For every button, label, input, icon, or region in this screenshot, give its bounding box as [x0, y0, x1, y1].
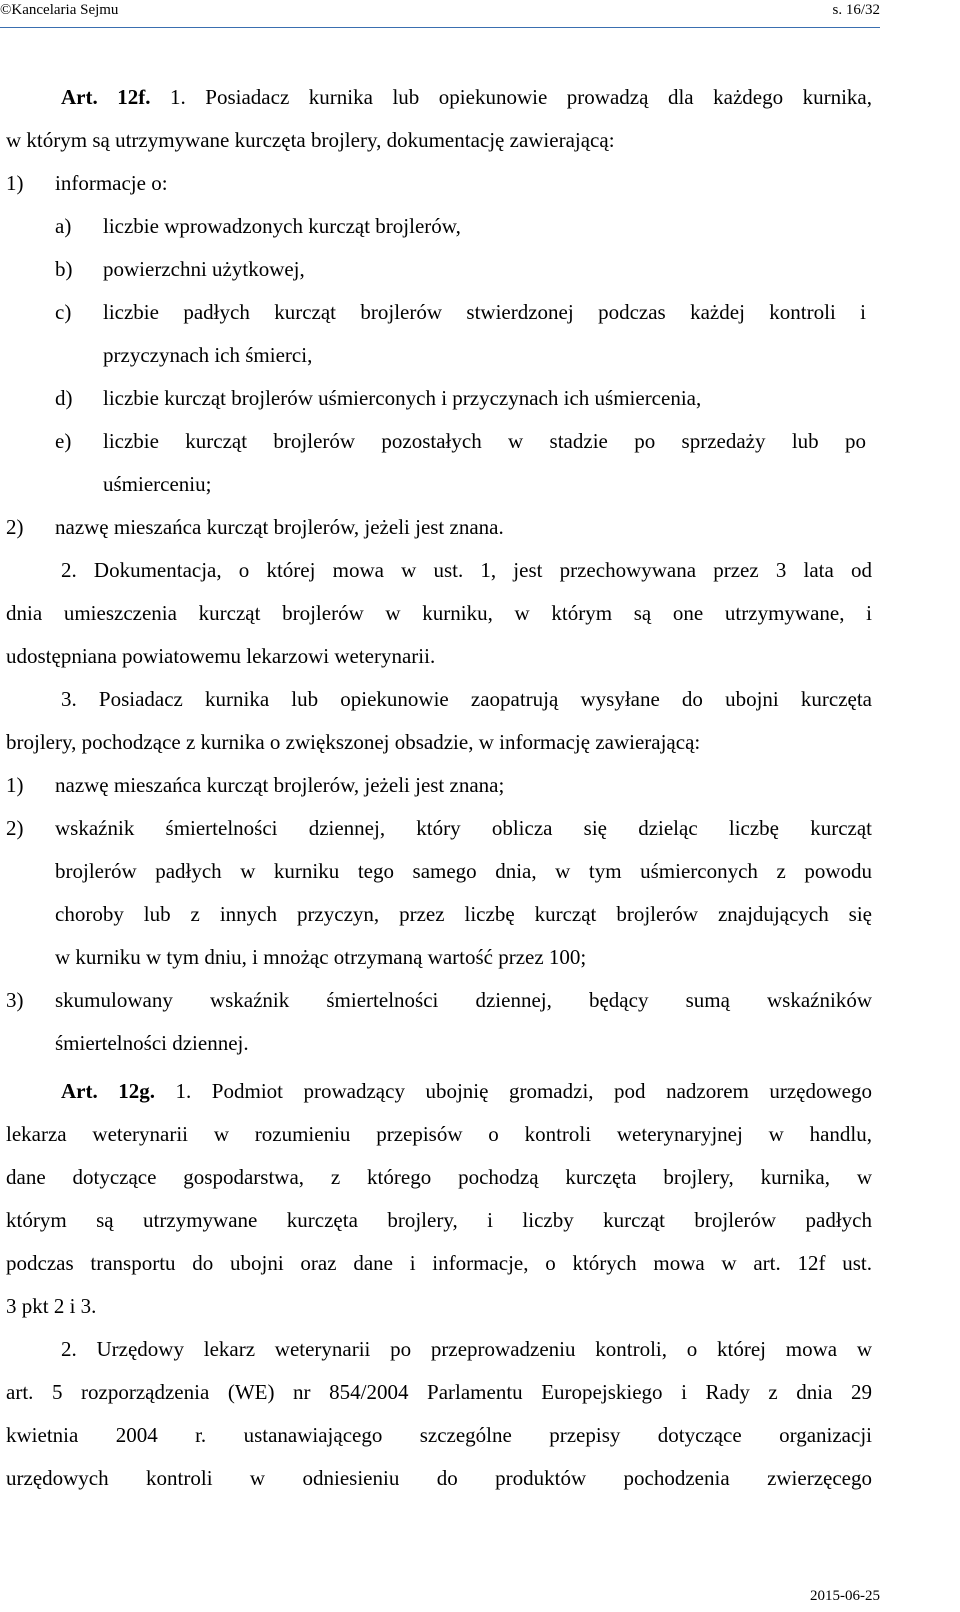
- list-item-text: liczbie wprowadzonych kurcząt brojlerów,: [103, 214, 461, 238]
- paragraph-line: urzędowych kontroli w odniesieniu do produktów pochodzenia zwierzęcego: [6, 1466, 872, 1490]
- list-item-text: liczbie kurcząt brojlerów uśmierconych i przyczynach ich uśmiercenia,: [103, 386, 702, 410]
- paragraph-line: dnia umieszczenia kurcząt brojlerów w kurniku, w którym są one utrzymywane, i: [6, 601, 872, 625]
- list-item-text: informacje o:: [55, 171, 168, 195]
- paragraph-line: 3. Posiadacz kurnika lub opiekunowie zaopatrują wysyłane do ubojni kurczęta: [61, 687, 872, 711]
- list-marker: 3): [6, 988, 24, 1012]
- list-item-text: liczbie padłych kurcząt brojlerów stwierdzonej podczas każdej kontroli i: [103, 300, 866, 324]
- paragraph-line: [61, 1076, 872, 1106]
- paragraph-text: 1. Posiadacz kurnika lub opiekunowie prowadzą dla każdego kurnika,: [170, 85, 872, 109]
- header-rule: [0, 27, 880, 28]
- paragraph-line: w którym są utrzymywane kurczęta brojlery, dokumentację zawierającą:: [6, 128, 615, 152]
- list-item-text: brojlerów padłych w kurniku tego samego dnia, w tym uśmierconych z powodu: [55, 859, 872, 883]
- list-marker: c): [55, 300, 72, 324]
- list-marker: 2): [6, 816, 24, 840]
- page-footer: [810, 1588, 880, 1605]
- list-item-text: uśmierceniu;: [103, 472, 212, 496]
- list-marker: a): [55, 214, 72, 238]
- list-item-text: nazwę mieszańca kurcząt brojlerów, jeżeli jest znana.: [55, 515, 504, 539]
- article-number: Art. 12f.: [61, 85, 151, 109]
- list-item-text: w kurniku w tym dniu, i mnożąc otrzymaną wartość przez 100;: [55, 945, 587, 969]
- list-marker: 1): [6, 773, 24, 797]
- publisher-label: ©Kancelaria Sejmu: [0, 2, 119, 18]
- paragraph-text: 1. Podmiot prowadzący ubojnię gromadzi, pod nadzorem urzędowego: [175, 1079, 872, 1103]
- paragraph-line: brojlery, pochodzące z kurnika o zwiększonej obsadzie, w informację zawierającą:: [6, 730, 701, 754]
- paragraph-line: dane dotyczące gospodarstwa, z którego pochodzą kurczęta brojlery, kurnika, w: [6, 1165, 872, 1189]
- article-number: Art. 12g.: [61, 1079, 155, 1103]
- document-date: 2015-06-25: [810, 1588, 880, 1604]
- paragraph-line: podczas transportu do ubojni oraz dane i informacje, o których mowa w art. 12f ust.: [6, 1251, 872, 1275]
- list-marker: b): [55, 257, 73, 281]
- list-item-text: choroby lub z innych przyczyn, przez liczbę kurcząt brojlerów znajdujących się: [55, 902, 872, 926]
- paragraph-line: którym są utrzymywane kurczęta brojlery, i liczby kurcząt brojlerów padłych: [6, 1208, 872, 1232]
- page-header: [0, 0, 880, 30]
- paragraph-line: 2. Dokumentacja, o której mowa w ust. 1, jest przechowywana przez 3 lata od: [61, 558, 872, 582]
- list-marker: 1): [6, 171, 24, 195]
- list-item-text: wskaźnik śmiertelności dziennej, który oblicza się dzieląc liczbę kurcząt: [55, 816, 872, 840]
- list-item-text: przyczynach ich śmierci,: [103, 343, 313, 367]
- paragraph-line: 3 pkt 2 i 3.: [6, 1294, 97, 1318]
- list-item-text: nazwę mieszańca kurcząt brojlerów, jeżeli jest znana;: [55, 773, 505, 797]
- list-marker: e): [55, 429, 72, 453]
- paragraph-line: udostępniana powiatowemu lekarzowi weterynarii.: [6, 644, 436, 668]
- list-marker: d): [55, 386, 73, 410]
- list-item-text: śmiertelności dziennej.: [55, 1031, 249, 1055]
- paragraph-line: art. 5 rozporządzenia (WE) nr 854/2004 Parlamentu Europejskiego i Rady z dnia 29: [6, 1380, 872, 1404]
- list-item-text: powierzchni użytkowej,: [103, 257, 305, 281]
- paragraph-line: lekarza weterynarii w rozumieniu przepisów o kontroli weterynaryjnej w handlu,: [6, 1122, 872, 1146]
- page-number: s. 16/32: [832, 2, 880, 18]
- paragraph-line: 2. Urzędowy lekarz weterynarii po przeprowadzeniu kontroli, o której mowa w: [61, 1337, 872, 1361]
- list-item: [6, 168, 24, 198]
- list-marker: 2): [6, 515, 24, 539]
- list-item-text: liczbie kurcząt brojlerów pozostałych w stadzie po sprzedaży lub po: [103, 429, 866, 453]
- paragraph-line: kwietnia 2004 r. ustanawiającego szczególne przepisy dotyczące organizacji: [6, 1423, 872, 1447]
- list-item-text: skumulowany wskaźnik śmiertelności dziennej, będący sumą wskaźników: [55, 988, 872, 1012]
- paragraph-line: [61, 82, 872, 112]
